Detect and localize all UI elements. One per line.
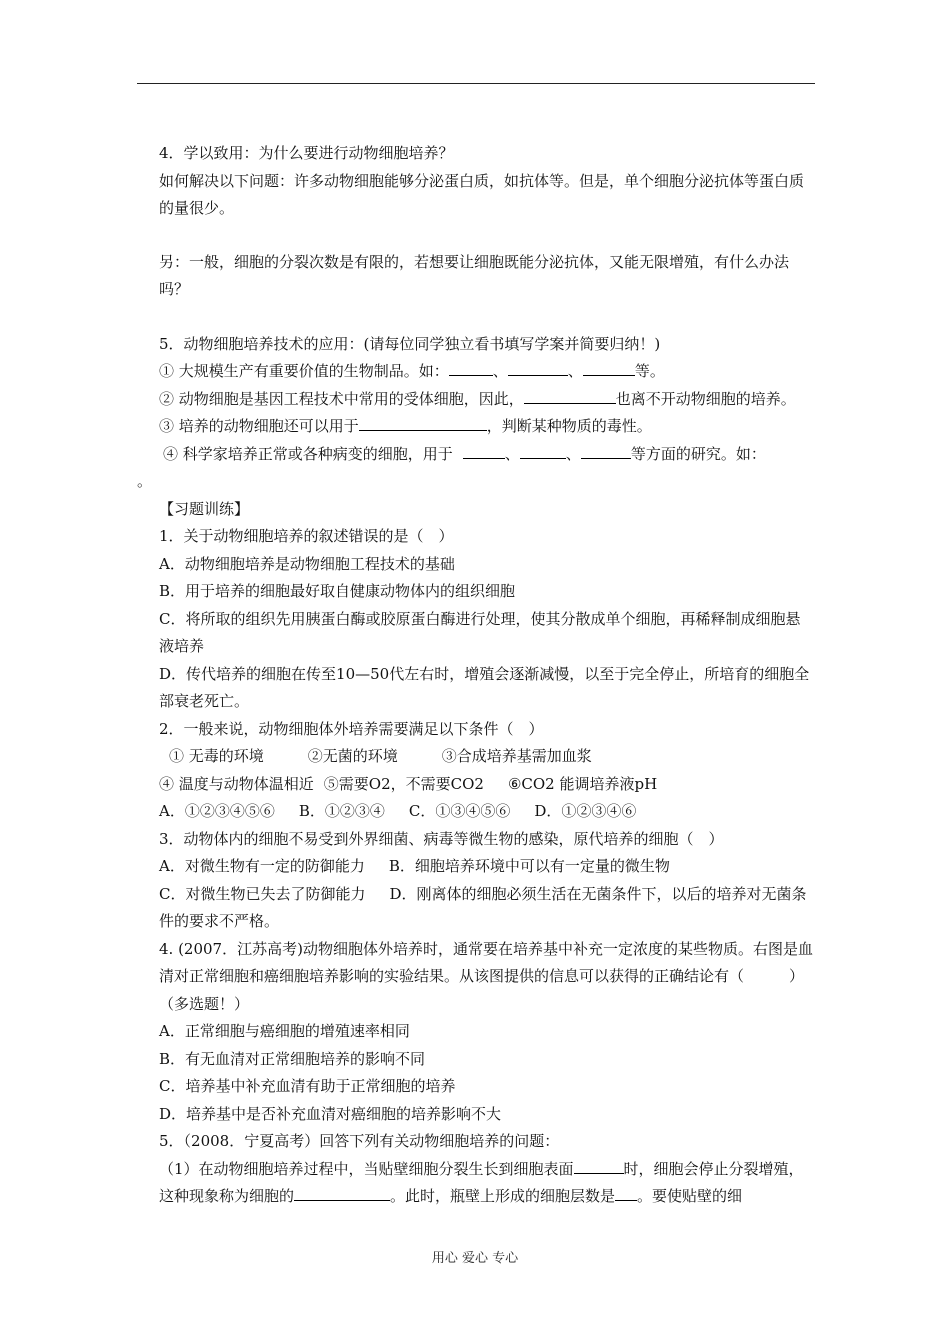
fill-blank[interactable] [520, 442, 566, 459]
q1-option-b: B．用于培养的细胞最好取自健康动物体内的组织细胞 [159, 582, 516, 600]
application-item-1: ① 大规模生产有重要价值的生物制品。如： 、 、 等。 [137, 358, 815, 386]
fill-blank[interactable] [583, 359, 635, 376]
fill-blank[interactable] [581, 442, 631, 459]
q4-option-b: B．有无血清对正常细胞培养的影响不同 [159, 1049, 426, 1068]
section4-question-1: 如何解决以下问题：许多动物细胞能够分泌蛋白质，如抗体等。但是，单个细胞分泌抗体等蛋白质的量很少。 [159, 171, 805, 217]
q3-options-cd: C．对微生物已失去了防御能力 D．刚离体的细胞必须生活在无菌条件下，以后的培养对无菌条件的要求不严格。 [159, 884, 807, 930]
q5-part-1: （1）在动物细胞培养过程中，当贴壁细胞分裂生长到细胞表面 时，细胞会停止分裂增殖，这种现象称为细胞的 。此时，瓶壁上形成的细胞层数是 。要使贴壁的细 [137, 1156, 815, 1211]
fill-blank[interactable] [574, 1157, 624, 1174]
section4-question-2: 另：一般，细胞的分裂次数是有限的，若想要让细胞既能分泌抗体，又能无限增殖，有什么办法吗？ [159, 252, 790, 298]
document-body [137, 140, 815, 1211]
q4-option-a: A．正常细胞与癌细胞的增殖速率相同 [159, 1022, 410, 1040]
section5-title: 5．动物细胞培养技术的应用：(请每位同学独立看书填写学案并简要归纳！) [159, 334, 661, 353]
fill-blank[interactable] [508, 359, 568, 376]
q2-conditions-row-1: ① 无毒的环境 ②无菌的环境 ③合成培养基需加血浆 [169, 747, 592, 765]
section4-title: 4．学以致用：为什么要进行动物细胞培养？ [159, 144, 454, 162]
fill-blank[interactable] [524, 387, 616, 404]
q2-conditions-row-2: ④ 温度与动物体温相近 ⑤需要O2，不需要CO2 ⑥CO2 能调培养液pH [159, 774, 658, 793]
exercises-header: 【习题训练】 [159, 499, 250, 518]
fill-blank[interactable] [615, 1184, 637, 1201]
q1-stem: 1．关于动物细胞培养的叙述错误的是（ ） [159, 527, 454, 545]
q4-stem: 4. (2007．江苏高考)动物细胞体外培养时，通常要在培养基中补充一定浓度的某些物质。右图是血清对正常细胞和癌细胞培养影响的实验结果。从该图提供的信息可以获得的正确结论有（ ）（多选题！） [159, 939, 813, 1013]
application-item-3: ③ 培养的动物细胞还可以用于 ，判断某种物质的毒性。 [137, 413, 815, 441]
q4-option-d: D．培养基中是否补充血清对癌细胞的培养影响不大 [159, 1104, 502, 1123]
application-item-2: ② 动物细胞是基因工程技术中常用的受体细胞，因此， 也离不开动物细胞的培养。 [137, 386, 815, 414]
fill-blank[interactable] [463, 442, 505, 459]
q1-option-c: C．将所取的组织先用胰蛋白酶或胶原蛋白酶进行处理，使其分散成单个细胞，再稀释制成细胞悬液培养 [159, 609, 801, 655]
fill-blank[interactable] [359, 414, 487, 431]
fill-blank[interactable] [294, 1184, 390, 1201]
q5-stem: 5．（2008．宁夏高考）回答下列有关动物细胞培养的问题： [159, 1132, 560, 1150]
q3-stem: 3．动物体内的细胞不易受到外界细菌、病毒等微生物的感染，原代培养的细胞（ ） [159, 829, 724, 848]
q1-option-a: A．动物细胞培养是动物细胞工程技术的基础 [159, 554, 455, 573]
page-footer: 用心 爱心 专心 [431, 1251, 519, 1266]
q2-options: A．①②③④⑤⑥ B．①②③④ C．①③④⑤⑥ D．①②③④⑥ [159, 802, 637, 820]
q4-option-c: C．培养基中补充血清有助于正常细胞的培养 [159, 1077, 456, 1095]
q1-option-d: D．传代培养的细胞在传至10—50代左右时，增殖会逐渐减慢，以至于完全停止，所培育的细胞全部衰老死亡。 [159, 664, 810, 710]
q3-options-ab: A．对微生物有一定的防御能力 B．细胞培养环境中可以有一定量的微生物 [159, 857, 670, 875]
header-rule [137, 83, 815, 84]
q2-stem: 2．一般来说，动物细胞体外培养需要满足以下条件（ ） [159, 719, 544, 738]
fill-blank[interactable] [449, 359, 493, 376]
application-item-4: ④ 科学家培养正常或各种病变的细胞，用于 、 、 等方面的研究。如： 。 [137, 441, 815, 496]
